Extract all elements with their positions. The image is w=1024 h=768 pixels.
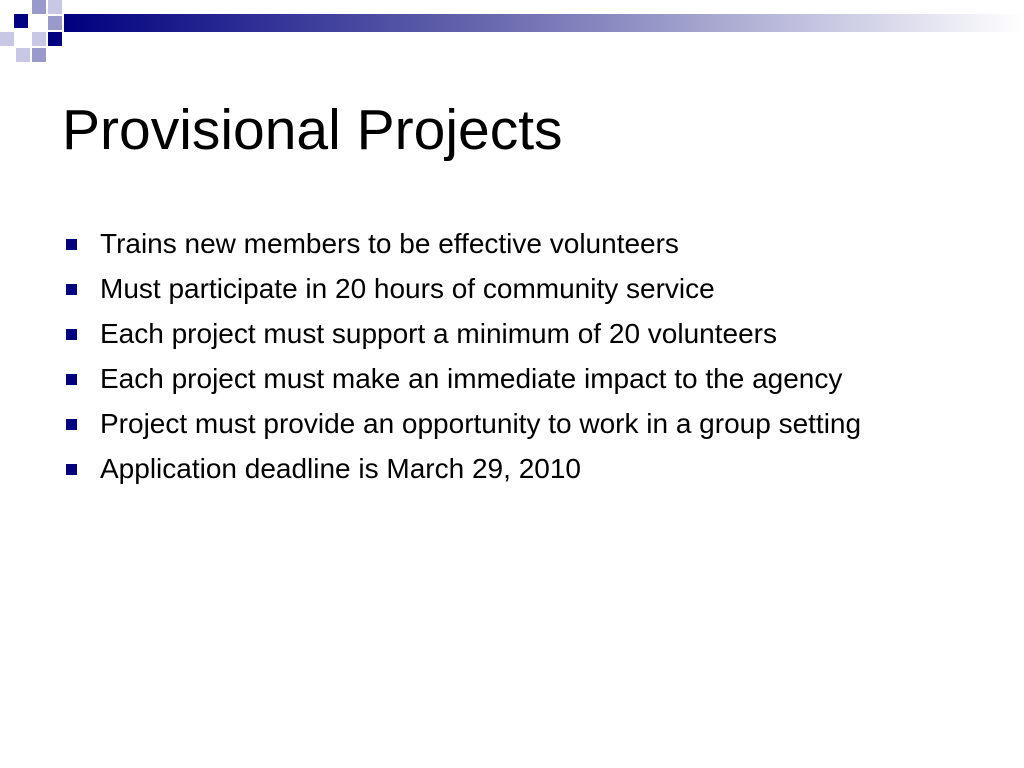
bullet-text: Each project must support a minimum of 20 volunteers — [100, 318, 777, 349]
bullet-item — [62, 271, 962, 307]
header-decoration — [0, 0, 1024, 64]
header-squares — [0, 0, 62, 62]
bullet-text: Application deadline is March 29, 2010 — [100, 453, 581, 484]
square-bullet-icon — [66, 329, 77, 340]
square-bullet-icon — [66, 419, 77, 430]
bullet-text: Each project must make an immediate impact to the agency — [100, 363, 843, 394]
square-bullet-icon — [66, 284, 77, 295]
bullet-item — [62, 406, 962, 442]
bullet-item — [62, 316, 962, 352]
header-gradient-band — [64, 14, 1024, 32]
square-bullet-icon — [66, 374, 77, 385]
bullet-item — [62, 451, 962, 487]
square-bullet-icon — [66, 464, 77, 475]
bullet-text: Trains new members to be effective volunteers — [100, 228, 679, 259]
bullet-text: Project must provide an opportunity to work in a group setting — [100, 408, 862, 439]
bullet-item — [62, 226, 962, 262]
bullet-item — [62, 361, 962, 397]
bullet-list — [62, 226, 962, 496]
bullet-text: Must participate in 20 hours of community service — [100, 273, 715, 304]
square-bullet-icon — [66, 239, 77, 250]
slide-title: Provisional Projects — [62, 98, 563, 162]
